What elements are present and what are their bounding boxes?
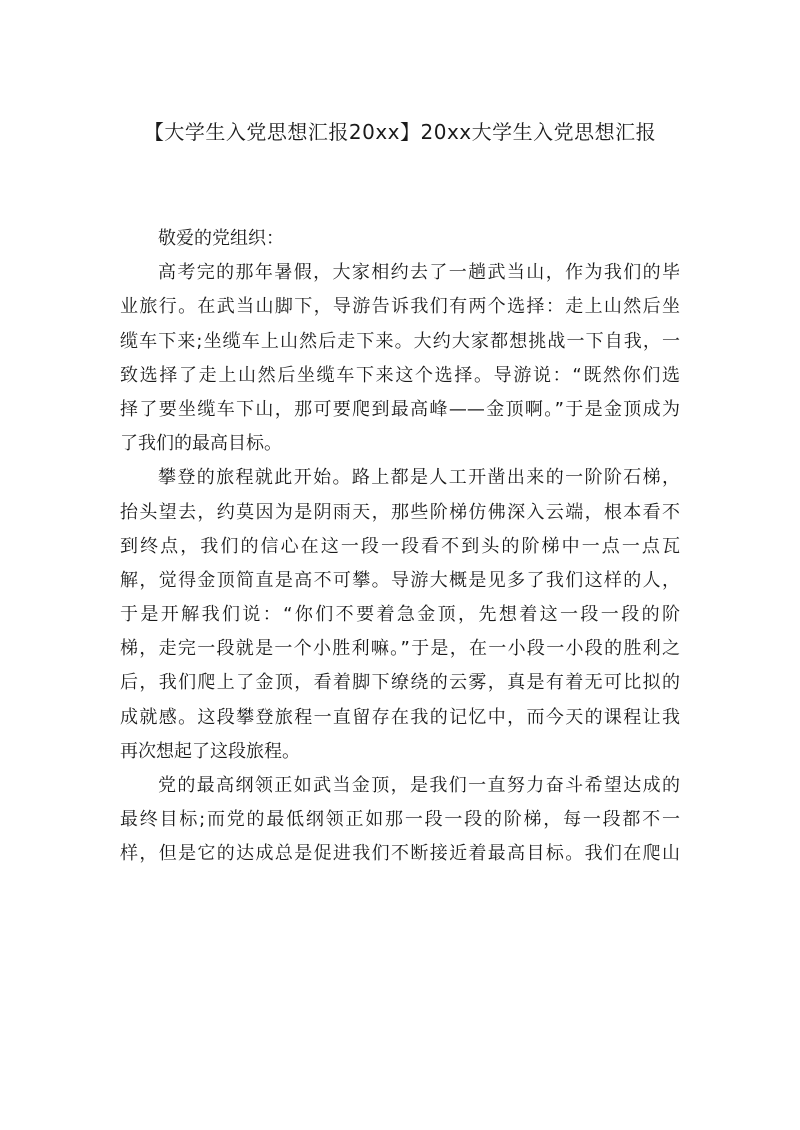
paragraph-3	[120, 769, 680, 872]
document-body	[120, 222, 680, 872]
paragraph-line: 于是开解我们说：“你们不要着急金顶，先想着这一段一段的阶	[120, 604, 680, 626]
paragraph-2	[120, 461, 680, 769]
paragraph-line: 攀登的旅程就此开始。路上都是人工开凿出来的一阶阶石梯，	[158, 467, 680, 489]
paragraph-line: 业旅行。在武当山脚下，导游告诉我们有两个选择：走上山然后坐	[120, 296, 680, 318]
paragraph-line: 再次想起了这段旅程。	[120, 740, 300, 762]
paragraph-line: 后，我们爬上了金顶，看着脚下缭绕的云雾，真是有着无可比拟的	[120, 672, 680, 694]
paragraph-line: 梯，走完一段就是一个小胜利嘛。”于是，在一小段一小段的胜利之	[120, 638, 680, 660]
paragraph-line: 成就感。这段攀登旅程一直留存在我的记忆中，而今天的课程让我	[120, 706, 680, 728]
paragraph-line: 了我们的最高目标。	[120, 433, 282, 455]
paragraph-line: 解，觉得金顶简直是高不可攀。导游大概是见多了我们这样的人，	[120, 569, 680, 591]
paragraph-line: 到终点，我们的信心在这一段一段看不到头的阶梯中一点一点瓦	[120, 535, 680, 557]
paragraph-line: 高考完的那年暑假，大家相约去了一趟武当山，作为我们的毕	[158, 262, 680, 284]
paragraph-line: 最终目标;而党的最低纲领正如那一段一段的阶梯，每一段都不一	[120, 809, 680, 831]
paragraph-line: 样，但是它的达成总是促进我们不断接近着最高目标。我们在爬山	[120, 843, 680, 865]
paragraph-1	[120, 256, 680, 461]
paragraph-line: 缆车下来;坐缆车上山然后走下来。大约大家都想挑战一下自我，一	[120, 330, 680, 352]
document-title: 【大学生入党思想汇报20xx】20xx大学生入党思想汇报	[143, 120, 657, 144]
salutation: 敬爱的党组织：	[158, 228, 284, 249]
paragraph-line: 致选择了走上山然后坐缆车下来这个选择。导游说：“既然你们选	[120, 364, 680, 386]
paragraph-line: 抬头望去，约莫因为是阴雨天，那些阶梯仿佛深入云端，根本看不	[120, 501, 680, 523]
paragraph-line: 党的最高纲领正如武当金顶，是我们一直努力奋斗希望达成的	[158, 775, 680, 796]
paragraph-line: 择了要坐缆车下山，那可要爬到最高峰——金顶啊。”于是金顶成为	[120, 398, 680, 420]
